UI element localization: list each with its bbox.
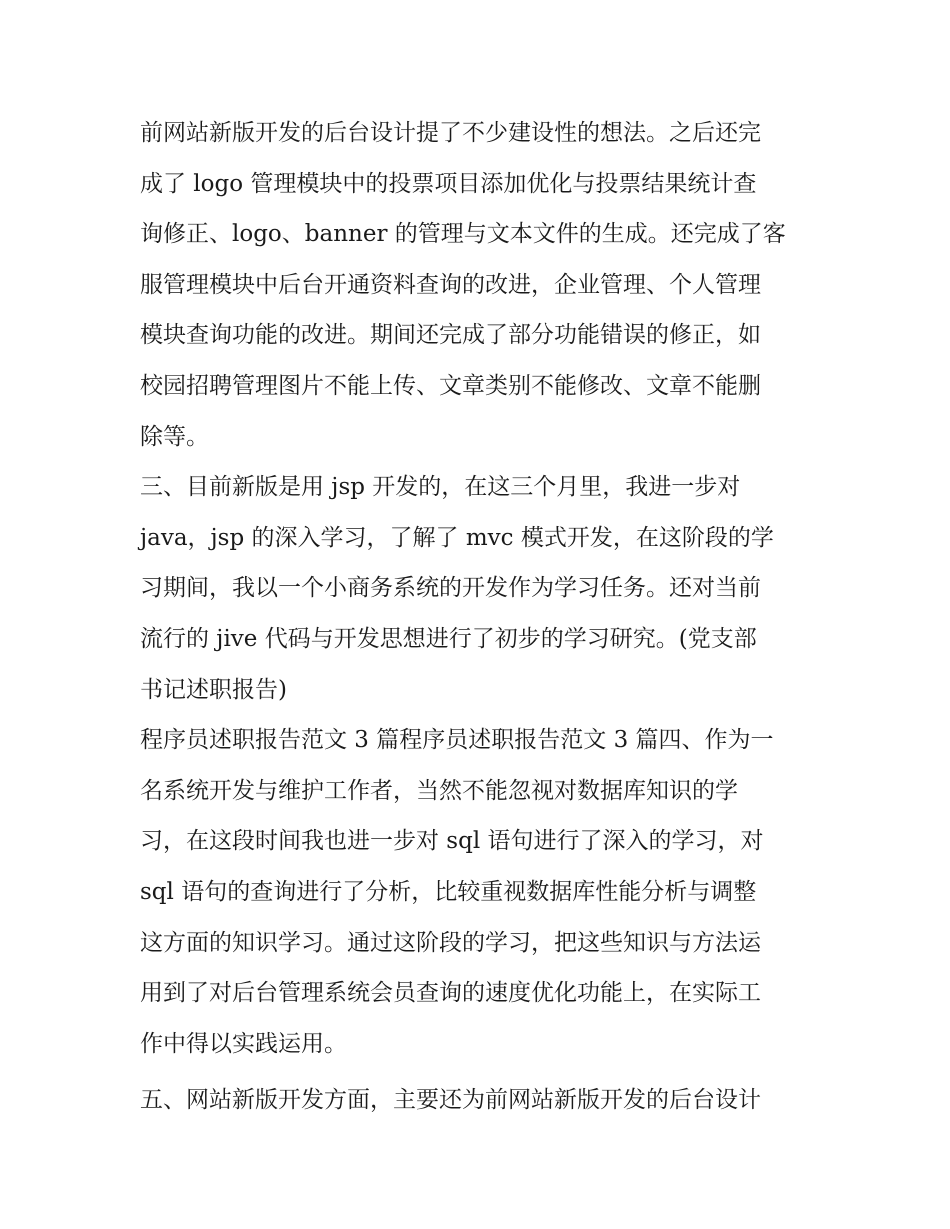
text-line: 三、目前新版是用 jsp 开发的，在这三个月里，我进一步对: [140, 474, 741, 501]
text-line: 作中得以实践运用。: [140, 1030, 347, 1057]
body-text: [140, 108, 820, 1126]
text-line: java，jsp 的深入学习，了解了 mvc 模式开发，在这阶段的学: [140, 524, 774, 551]
text-line: 书记述职报告): [140, 676, 287, 703]
text-line: 习，在这段时间我也进一步对 sql 语句进行了深入的学习，对: [140, 828, 764, 855]
text-line: 除等。: [140, 423, 209, 450]
text-line: 流行的 jive 代码与开发思想进行了初步的学习研究。(党支部: [140, 625, 757, 652]
text-line: sql 语句的查询进行了分析，比较重视数据库性能分析与调整: [140, 878, 757, 905]
text-line: 前网站新版开发的后台设计提了不少建设性的想法。之后还完: [140, 120, 761, 146]
text-line: 习期间，我以一个小商务系统的开发作为学习任务。还对当前: [140, 575, 761, 602]
text-line: 成了 logo 管理模块中的投票项目添加优化与投票结果统计查: [140, 170, 757, 197]
text-line: 程序员述职报告范文 3 篇程序员述职报告范文 3 篇四、作为一: [140, 727, 774, 754]
text-line: 这方面的知识学习。通过这阶段的学习，把这些知识与方法运: [140, 929, 761, 956]
text-line: 模块查询功能的改进。期间还完成了部分功能错误的修正，如: [140, 322, 761, 349]
text-line: 用到了对后台管理系统会员查询的速度优化功能上，在实际工: [140, 980, 761, 1007]
text-line: 五、网站新版开发方面，主要还为前网站新版开发的后台设计: [140, 1087, 761, 1114]
text-line: 询修正、logo、banner 的管理与文本文件的生成。还完成了客: [140, 221, 786, 248]
text-line: 校园招聘管理图片不能上传、文章类别不能修改、文章不能删: [140, 372, 761, 399]
text-line: 服管理模块中后台开通资料查询的改进，企业管理、个人管理: [140, 271, 761, 298]
text-line: 名系统开发与维护工作者，当然不能忽视对数据库知识的学: [140, 777, 738, 804]
